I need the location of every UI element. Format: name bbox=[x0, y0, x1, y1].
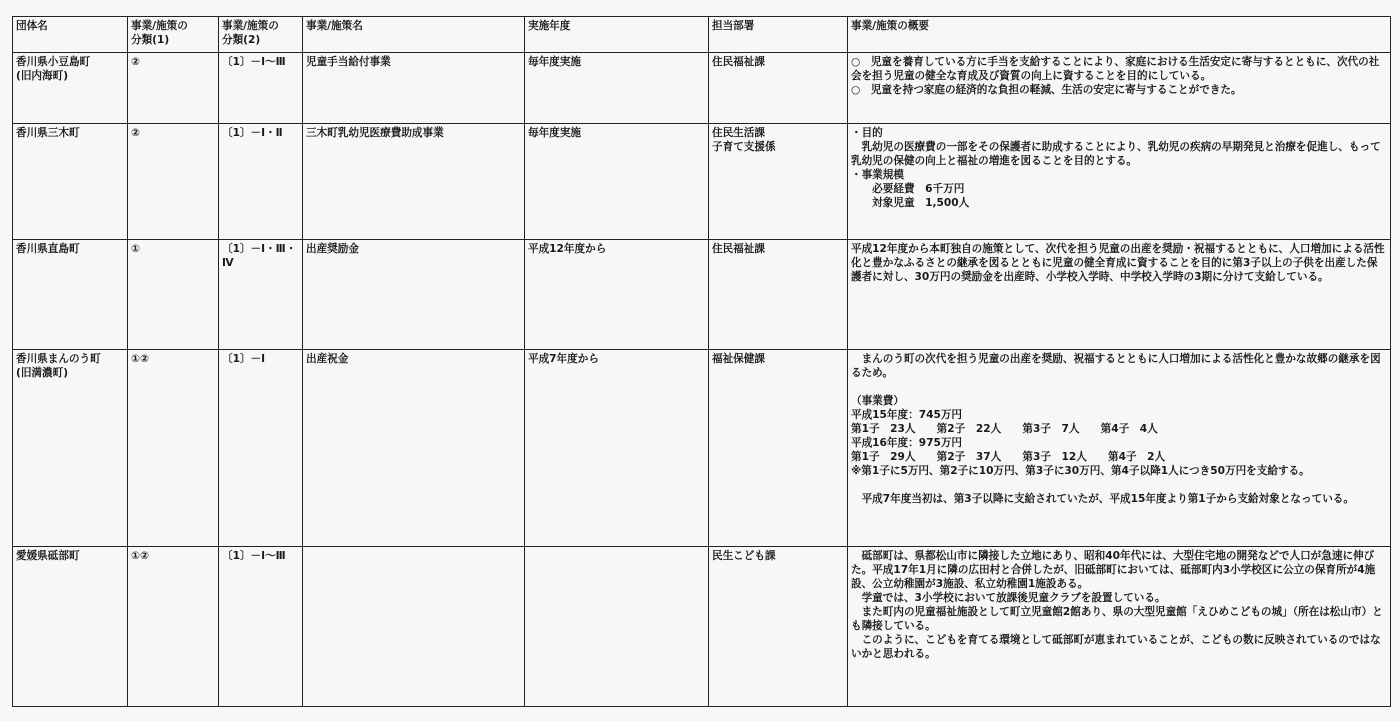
cell-overview: ○ 児童を養育している方に手当を支給することにより、家庭における生活安定に寄与するとともに、次代の社会を担う児童の健全な育成及び資質の向上に資することを目的にしている。 ○ 児童を持つ家庭の経済的な負担の軽減、生活の安定に寄与することができた。 bbox=[848, 53, 1391, 124]
cell-class1: ② bbox=[128, 53, 219, 124]
cell-org: 香川県直島町 bbox=[13, 240, 128, 350]
header-org: 団体名 bbox=[13, 17, 128, 53]
header-class2: 事業/施策の 分類(2) bbox=[219, 17, 303, 53]
cell-org: 香川県小豆島町 (旧内海町) bbox=[13, 53, 128, 124]
cell-year: 毎年度実施 bbox=[525, 53, 709, 124]
header-name: 事業/施策名 bbox=[303, 17, 525, 53]
cell-dept: 福祉保健課 bbox=[709, 350, 848, 547]
header-overview: 事業/施策の概要 bbox=[848, 17, 1391, 53]
cell-dept: 住民福祉課 bbox=[709, 53, 848, 124]
cell-org: 香川県まんのう町 (旧満濃町) bbox=[13, 350, 128, 547]
cell-class2: 〔1〕－Ⅰ～Ⅲ bbox=[219, 53, 303, 124]
policy-table bbox=[12, 16, 1391, 707]
table-row bbox=[13, 547, 1391, 707]
cell-name: 三木町乳幼児医療費助成事業 bbox=[303, 124, 525, 240]
table-row bbox=[13, 240, 1391, 350]
cell-overview: まんのう町の次代を担う児童の出産を奨励、祝福するとともに人口増加による活性化と豊かな故郷の継承を図るため。 （事業費） 平成15年度：745万円 第1子 23人 第2子 22人 第3子 7人 第4子 4人 平成16年度：975万円 第1子 29人 第2子 37人 第3子 12人 第4子 2人 ※第1子に5万円、第2子に10万円、第3子に30万円、第4子以降1人につき50万円を支給する。 平成7年度当初は、第3子以降に支給されていたが、平成15年度より第1子から支給対象となっている。 bbox=[848, 350, 1391, 547]
cell-overview: 平成12年度から本町独自の施策として、次代を担う児童の出産を奨励・祝福するとともに、人口増加による活性化と豊かなふるさとの継承を図るとともに児童の健全育成に資することを目的に第3子以上の子供を出産した保護者に対し、30万円の奨励金を出産時、小学校入学時、中学校入学時の3期に分けて支給している。 bbox=[848, 240, 1391, 350]
cell-class2: 〔1〕－Ⅰ・Ⅲ・Ⅳ bbox=[219, 240, 303, 350]
cell-name: 出産祝金 bbox=[303, 350, 525, 547]
table-row bbox=[13, 53, 1391, 124]
cell-class2: 〔1〕－Ⅰ～Ⅲ bbox=[219, 547, 303, 707]
cell-year: 平成12年度から bbox=[525, 240, 709, 350]
cell-year bbox=[525, 547, 709, 707]
cell-name: 児童手当給付事業 bbox=[303, 53, 525, 124]
cell-class1: ① bbox=[128, 240, 219, 350]
cell-class1: ② bbox=[128, 124, 219, 240]
cell-year: 平成7年度から bbox=[525, 350, 709, 547]
cell-overview: ・目的 乳幼児の医療費の一部をその保護者に助成することにより、乳幼児の疾病の早期発見と治療を促進し、もって乳幼児の保健の向上と福祉の増進を図ることを目的とする。 ・事業規模 必要経費 6千万円 対象児童 1,500人 bbox=[848, 124, 1391, 240]
cell-name: 出産奨励金 bbox=[303, 240, 525, 350]
cell-class1: ①② bbox=[128, 547, 219, 707]
cell-class2: 〔1〕－Ⅰ bbox=[219, 350, 303, 547]
header-year: 実施年度 bbox=[525, 17, 709, 53]
header-class1: 事業/施策の 分類(1) bbox=[128, 17, 219, 53]
cell-dept: 民生こども課 bbox=[709, 547, 848, 707]
table-row bbox=[13, 350, 1391, 547]
header-row bbox=[13, 17, 1391, 53]
cell-class2: 〔1〕－Ⅰ・Ⅱ bbox=[219, 124, 303, 240]
cell-org: 香川県三木町 bbox=[13, 124, 128, 240]
header-dept: 担当部署 bbox=[709, 17, 848, 53]
cell-dept: 住民生活課 子育て支援係 bbox=[709, 124, 848, 240]
cell-year: 毎年度実施 bbox=[525, 124, 709, 240]
cell-dept: 住民福祉課 bbox=[709, 240, 848, 350]
cell-name bbox=[303, 547, 525, 707]
table-row bbox=[13, 124, 1391, 240]
cell-class1: ①② bbox=[128, 350, 219, 547]
cell-overview: 砥部町は、県都松山市に隣接した立地にあり、昭和40年代には、大型住宅地の開発などで人口が急速に伸びた。平成17年1月に隣の広田村と合併したが、旧砥部町においては、砥部町内3小学校区に公立の保育所が4施設、公立幼稚園が3施設、私立幼稚園1施設ある。 学童では、3小学校において放課後児童クラブを設置している。 また町内の児童福祉施設として町立児童館2館あり、県の大型児童館「えひめこどもの城」（所在は松山市）とも隣接している。 このように、こどもを育てる環境として砥部町が恵まれていることが、こどもの数に反映されているのではないかと思われる。 bbox=[848, 547, 1391, 707]
cell-org: 愛媛県砥部町 bbox=[13, 547, 128, 707]
